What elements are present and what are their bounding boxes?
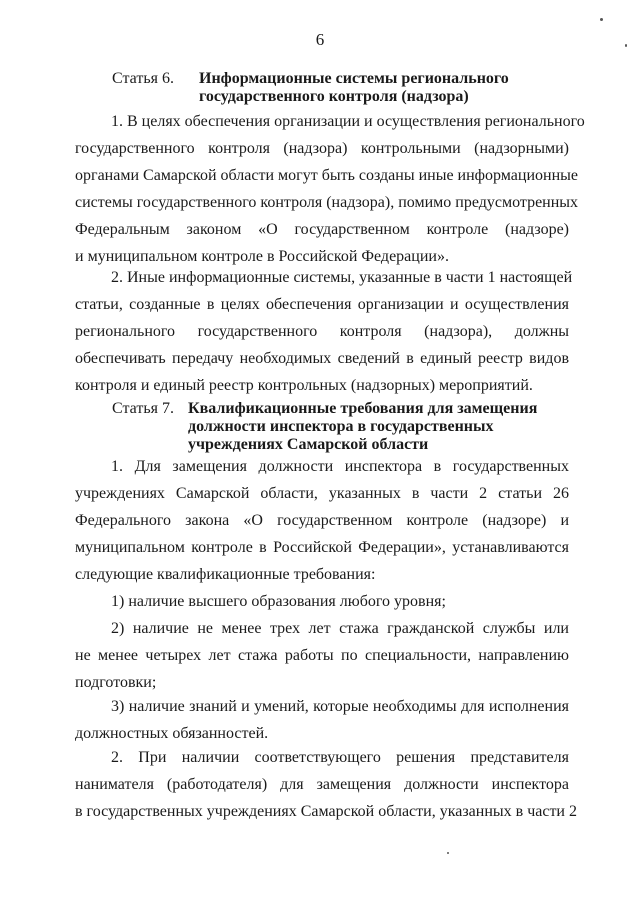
text-line: 2. При наличии соответствующего решения представителя <box>111 749 569 766</box>
text-line: Федерального закона «О государственном контроле (надзоре) и <box>75 512 569 529</box>
article-6-heading <box>0 70 640 110</box>
text-line: обеспечивать передачу необходимых сведений в единый реестр видов <box>75 350 569 367</box>
page-number: 6 <box>315 30 325 49</box>
article-6-title-line: Информационные системы регионального <box>199 70 509 87</box>
requirement-item-1 <box>75 588 569 615</box>
text-line: контроля и единый реестр контрольных (надзорных) мероприятий. <box>75 377 533 394</box>
text-line: регионального государственного контроля (надзора), должны <box>75 323 569 340</box>
article-7-title-line: должности инспектора в государственных <box>188 418 494 435</box>
text-line: 2) наличие не менее трех лет стажа гражданской службы или <box>111 620 569 637</box>
text-line: органами Самарской области могут быть созданы иные информационные <box>75 167 579 184</box>
article-7-label: Статья 7. <box>112 400 174 417</box>
text-line: 1) наличие высшего образования любого уровня; <box>111 593 446 610</box>
article-7-title-line: Квалификационные требования для замещения <box>188 400 538 417</box>
text-line: учреждениях Самарской области, указанных в части 2 статьи 26 <box>75 485 569 502</box>
text-line: и муниципальном контроле в Российской Федерации». <box>75 248 449 265</box>
text-line: муниципальном контроле в Российской Федерации», устанавливаются <box>75 539 569 556</box>
text-line: не менее четырех лет стажа работы по специальности, направлению <box>75 647 569 664</box>
text-line: 1. В целях обеспечения организации и осуществления регионального <box>111 113 585 130</box>
text-line: системы государственного контроля (надзора), помимо предусмотренных <box>75 194 579 211</box>
requirement-item-2 <box>75 615 569 696</box>
text-line: должностных обязанностей. <box>75 725 269 742</box>
article-6-label: Статья 6. <box>112 70 174 87</box>
text-line: 1. Для замещения должности инспектора в государственных <box>111 458 569 475</box>
text-line: нанимателя (работодателя) для замещения должности инспектора <box>75 776 569 793</box>
article-7-title <box>188 400 537 454</box>
requirement-item-3 <box>75 693 569 747</box>
text-line: статьи, созданные в целях обеспечения организации и осуществления <box>75 296 569 313</box>
article-6-paragraph-1 <box>75 108 585 270</box>
article-7-paragraph-1 <box>75 453 569 588</box>
article-7-title-line: учреждениях Самарской области <box>188 436 429 453</box>
article-6-title-line: государственного контроля (надзора) <box>199 88 469 105</box>
article-7-paragraph-2 <box>75 744 577 825</box>
article-7-heading <box>0 400 640 456</box>
article-6-paragraph-2 <box>75 264 573 399</box>
text-line: 2. Иные информационные системы, указанные в части 1 настоящей <box>111 269 573 286</box>
scan-speck <box>625 44 627 47</box>
text-line: 3) наличие знаний и умений, которые необходимы для исполнения <box>111 698 569 715</box>
text-line: следующие квалификационные требования: <box>75 566 376 583</box>
text-line: подготовки; <box>75 674 157 691</box>
text-line: в государственных учреждениях Самарской области, указанных в части 2 <box>75 803 577 820</box>
text-line: Федеральным законом «О государственном контроле (надзоре) <box>75 221 569 238</box>
article-6-title <box>199 70 509 106</box>
text-line: государственного контроля (надзора) контрольными (надзорными) <box>75 140 569 157</box>
scan-speck <box>447 852 449 854</box>
scan-speck <box>600 18 603 21</box>
